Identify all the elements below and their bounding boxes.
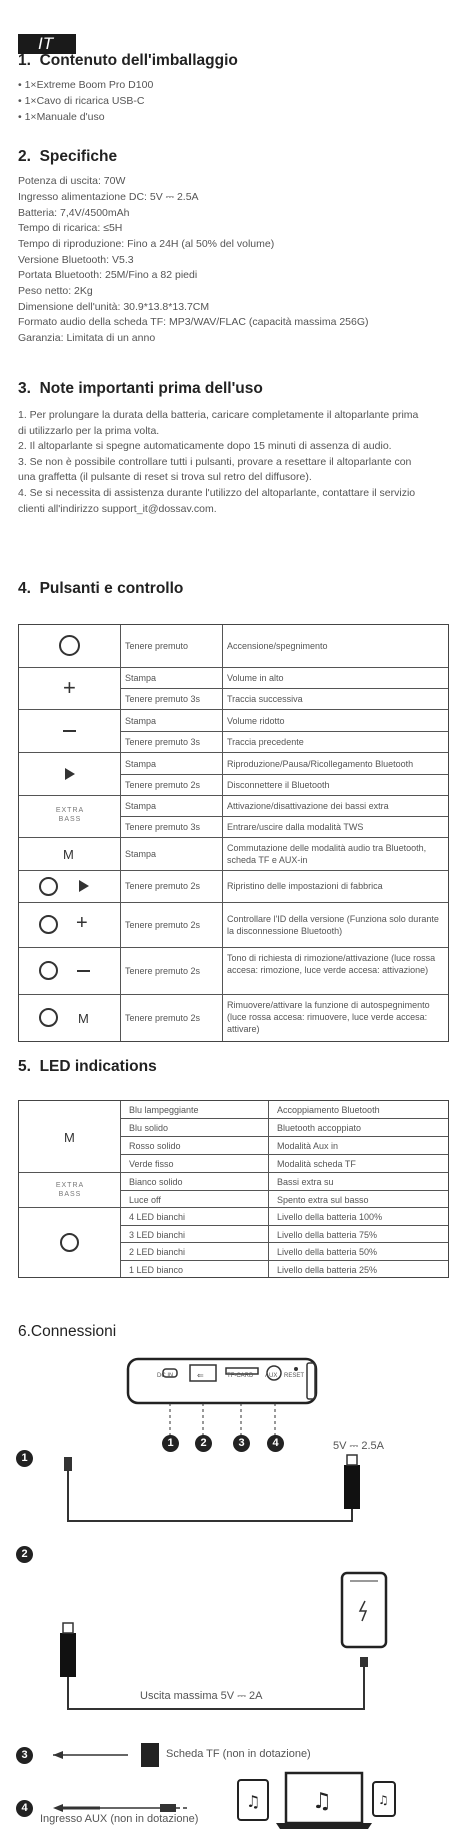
plus-icon: +: [76, 912, 88, 934]
description-cell: Rimuovere/attivare la funzione di autospegnimento (luce rossa accesa: rimuovere, luce verde accesa: attivare): [227, 1000, 430, 1034]
action-cell: Tenere premuto: [125, 641, 189, 651]
package-item: • 1×Manuale d'uso: [18, 111, 105, 123]
port-label: ⇐: [197, 1371, 204, 1380]
note-item: 1. Per prolungare la durata della batteria, caricare completamente il altoparlante prima di utilizzarlo per la prima volta.: [18, 409, 419, 437]
mode-button-icon: M: [63, 847, 74, 862]
power-icon: [39, 961, 58, 980]
action-cell: Tenere premuto 2s: [125, 780, 201, 790]
led-state: 4 LED bianchi: [129, 1212, 186, 1222]
led-state: Verde fisso: [129, 1159, 174, 1169]
section-2-heading: [18, 148, 117, 166]
led-meaning: Bluetooth accoppiato: [277, 1123, 362, 1133]
section-5-heading: [18, 1058, 157, 1076]
extra-bass-label: BASS: [58, 1191, 82, 1198]
description-cell: Attivazione/disattivazione dei bassi extra: [227, 801, 389, 811]
action-cell: Tenere premuto 2s: [125, 920, 201, 930]
led-meaning: Accoppiamento Bluetooth: [277, 1105, 380, 1115]
led-meaning: Modalità Aux in: [277, 1141, 339, 1151]
description-cell: Disconnettere il Bluetooth: [227, 780, 330, 790]
power-icon: [39, 1008, 58, 1027]
play-icon: [65, 768, 75, 780]
language-tag: IT: [18, 34, 76, 54]
led-state: 3 LED bianchi: [129, 1230, 186, 1240]
note-item: 4. Se si necessita di assistenza durante l'utilizzo del altoparlante, contattare il servizio clienti all'indirizzo support_it@dossav.com.: [18, 486, 416, 515]
section-5-title: LED indications: [39, 1058, 157, 1075]
spec-line: Peso netto: 2Kg: [18, 285, 93, 297]
spec-line: Portata Bluetooth: 25M/Fino a 82 piedi: [18, 269, 198, 281]
port-number-3: 3: [233, 1435, 250, 1452]
description-cell: Riproduzione/Pausa/Ricollegamento Bluetooth: [227, 759, 414, 769]
power-button-icon: [59, 635, 80, 656]
action-cell: Tenere premuto 2s: [125, 881, 201, 891]
description-cell: Controllare l'ID della versione (Funziona solo durante la disconnessione Bluetooth): [227, 914, 439, 936]
step-number-2: 2: [16, 1546, 33, 1563]
led-meaning: Livello della batteria 75%: [277, 1230, 378, 1240]
section-3-number: 3.: [18, 380, 31, 397]
description-cell: Volume ridotto: [227, 716, 285, 726]
action-cell: Tenere premuto 2s: [125, 1013, 201, 1023]
section-1-heading: [18, 52, 238, 70]
port-label: AUX: [265, 1373, 278, 1379]
spec-line: Batteria: 7,4V/4500mAh: [18, 207, 130, 219]
mode-icon: M: [78, 1011, 89, 1026]
button-control-table: [18, 624, 449, 1042]
spec-line: Formato audio della scheda TF: MP3/WAV/FLAC (capacità massima 256G): [18, 316, 369, 328]
notes-list: [18, 408, 428, 517]
section-6-title: 6.Connessioni: [18, 1323, 117, 1340]
svg-text:♫: ♫: [246, 1792, 261, 1811]
action-cell: Tenere premuto 3s: [125, 737, 201, 747]
spec-line: Dimensione dell'unità: 30.9*13.8*13.7CM: [18, 301, 210, 313]
minus-icon: [77, 970, 90, 972]
port-label: RESET: [284, 1373, 305, 1379]
plus-icon: +: [63, 675, 76, 700]
led-state: Rosso solido: [129, 1141, 181, 1151]
minus-icon: [63, 730, 76, 732]
note-item: 2. Il altoparlante si spegne automaticamente dopo 15 minuti di assenza di audio.: [18, 440, 392, 453]
description-cell: Accensione/spegnimento: [227, 641, 328, 651]
aux-in-label: Ingresso AUX (non in dotazione): [40, 1813, 199, 1825]
input-rating: 5V ⎓ 2.5A: [333, 1440, 384, 1452]
section-4-title: Pulsanti e controllo: [39, 580, 184, 597]
led-state: Blu lampeggiante: [129, 1105, 199, 1115]
output-max-label: Uscita massima 5V ⎓ 2A: [140, 1690, 263, 1702]
tf-card-label: Scheda TF (non in dotazione): [166, 1748, 311, 1760]
section-3-heading: [18, 380, 263, 398]
port-label: TF-CARD: [227, 1373, 254, 1379]
spec-line: Garanzia: Limitata di un anno: [18, 332, 156, 344]
step-number-1: 1: [16, 1450, 33, 1467]
port-number-4: 4: [267, 1435, 284, 1452]
led-meaning: Livello della batteria 25%: [277, 1265, 378, 1275]
description-cell: Tono di richiesta di rimozione/attivazione (luce rossa accesa: rimozione, luce verde accesa: attivazione): [227, 953, 436, 975]
action-cell: Stampa: [125, 716, 157, 726]
led-meaning: Bassi extra su: [277, 1177, 334, 1187]
section-2-number: 2.: [18, 148, 31, 165]
led-indications-table: [18, 1100, 449, 1278]
section-3-title: Note importanti prima dell'uso: [39, 380, 263, 397]
led-meaning: Livello della batteria 100%: [277, 1212, 383, 1222]
action-cell: Tenere premuto 3s: [125, 694, 201, 704]
section-1-number: 1.: [18, 52, 31, 69]
step-number-4: 4: [16, 1800, 33, 1817]
description-cell: Traccia successiva: [227, 694, 303, 704]
svg-text:♫: ♫: [378, 1793, 389, 1807]
svg-text:♫: ♫: [312, 1789, 332, 1814]
led-state: 2 LED bianchi: [129, 1247, 186, 1257]
action-cell: Tenere premuto 3s: [125, 822, 201, 832]
power-icon: [39, 915, 58, 934]
port-label: DC IN: [157, 1373, 174, 1379]
section-5-number: 5.: [18, 1058, 31, 1075]
led-meaning: Modalità scheda TF: [277, 1159, 356, 1169]
description-cell: Traccia precedente: [227, 737, 304, 747]
power-icon: [60, 1233, 79, 1252]
action-cell: Stampa: [125, 849, 157, 859]
spec-line: Tempo di riproduzione: Fino a 24H (al 50% del volume): [18, 238, 275, 250]
led-state: Luce off: [129, 1195, 161, 1205]
section-1-title: Contenuto dell'imballaggio: [39, 52, 238, 69]
play-icon: [79, 880, 89, 892]
led-meaning: Livello della batteria 50%: [277, 1247, 378, 1257]
section-2-title: Specifiche: [39, 148, 118, 165]
description-cell: Commutazione delle modalità audio tra Bluetooth, scheda TF e AUX-in: [227, 843, 427, 865]
description-cell: Volume in alto: [227, 673, 284, 683]
spec-line: Ingresso alimentazione DC: 5V ⎓ 2.5A: [18, 191, 199, 203]
led-state: Blu solido: [129, 1123, 169, 1133]
action-cell: Stampa: [125, 801, 157, 811]
extra-bass-label: EXTRA: [55, 1182, 85, 1189]
led-state: 1 LED bianco: [129, 1265, 184, 1275]
package-item: • 1×Cavo di ricarica USB-C: [18, 95, 145, 107]
led-meaning: Spento extra sul basso: [277, 1195, 369, 1205]
spec-line: Versione Bluetooth: V5.3: [18, 254, 134, 266]
description-cell: Entrare/uscire dalla modalità TWS: [227, 822, 364, 832]
action-cell: Tenere premuto 2s: [125, 966, 201, 976]
action-cell: Stampa: [125, 759, 157, 769]
mode-icon: M: [64, 1130, 75, 1145]
action-cell: Stampa: [125, 673, 157, 683]
port-number-1: 1: [162, 1435, 179, 1452]
extra-bass-label: BASS: [58, 816, 82, 823]
note-item: 3. Se non è possibile controllare tutti i pulsanti, provare a resettare il altoparlante con una graffetta (il pulsante di reset si trova sul retro del diffusore).: [18, 455, 412, 484]
section-4-heading: [18, 580, 183, 598]
port-number-2: 2: [195, 1435, 212, 1452]
package-item: • 1×Extreme Boom Pro D100: [18, 79, 154, 91]
description-cell: Ripristino delle impostazioni di fabbrica: [227, 881, 383, 891]
extra-bass-icon: [45, 806, 95, 824]
section-4-number: 4.: [18, 580, 31, 597]
power-icon: [39, 877, 58, 896]
spec-line: Tempo di ricarica: ≤5H: [18, 222, 123, 234]
spec-line: Potenza di uscita: 70W: [18, 175, 126, 187]
step-number-3: 3: [16, 1747, 33, 1764]
extra-bass-icon: [45, 1181, 95, 1199]
led-state: Bianco solido: [129, 1177, 183, 1187]
extra-bass-label: EXTRA: [55, 807, 85, 814]
